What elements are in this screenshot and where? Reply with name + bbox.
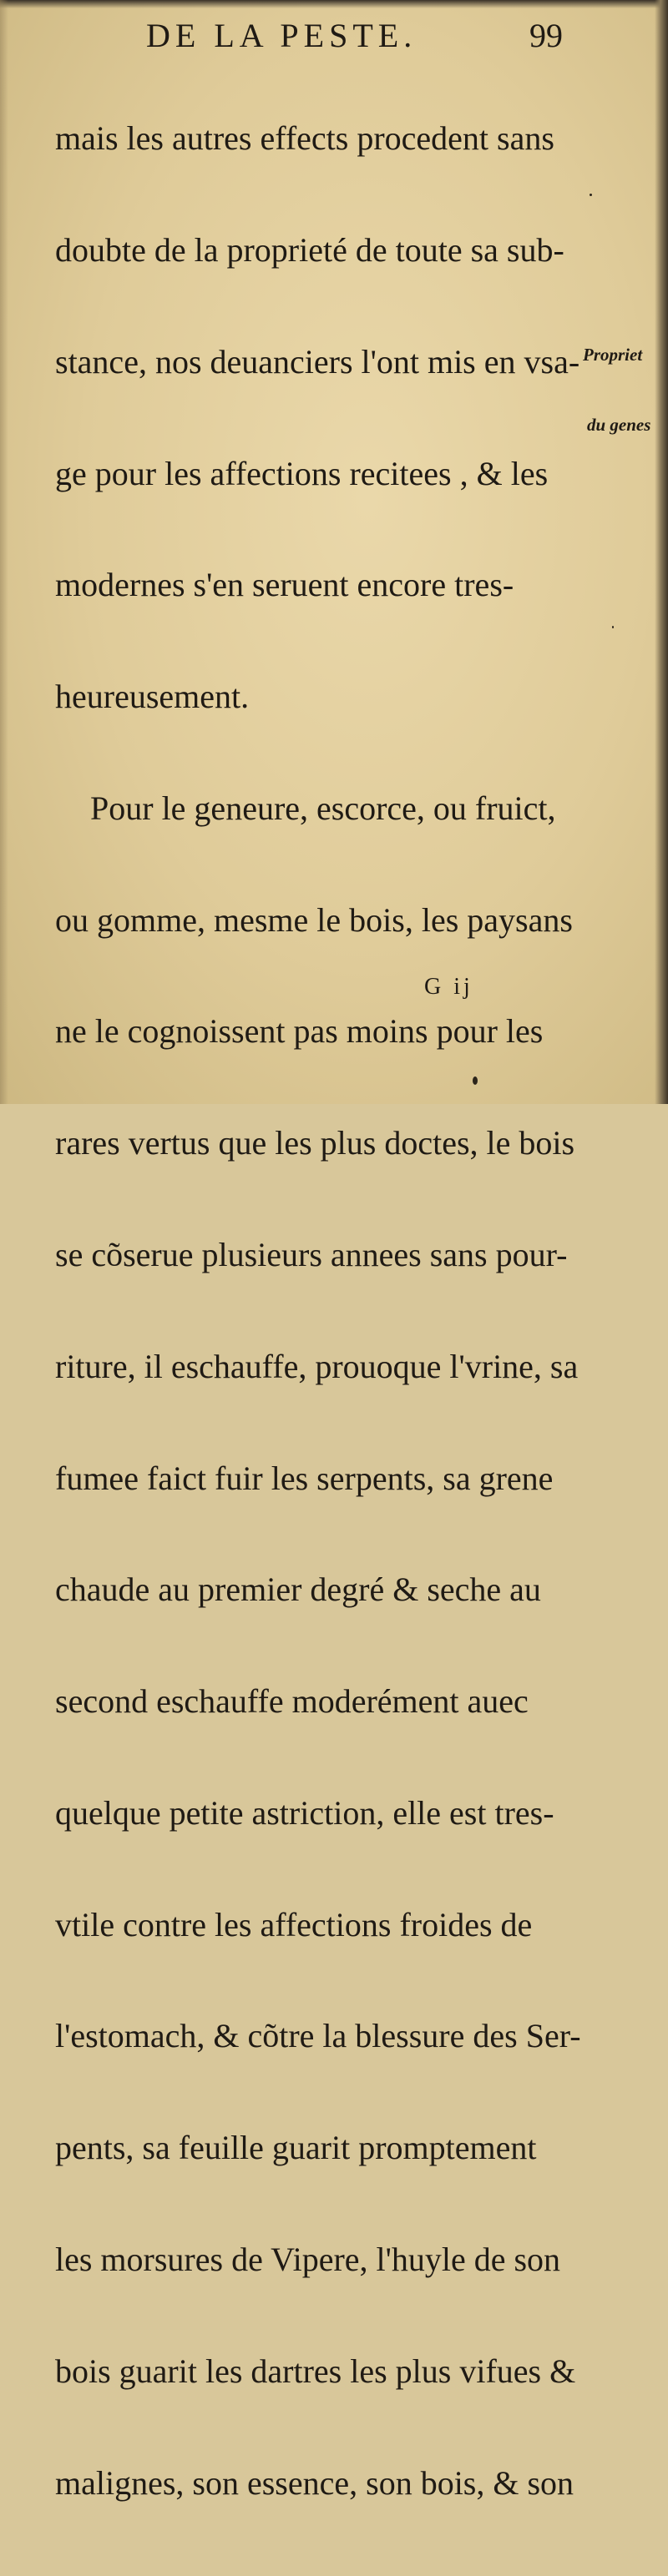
text-line: quelque petite astriction, elle est tres- [55, 1793, 554, 1832]
ink-speck [590, 194, 592, 196]
body-text [55, 46, 590, 2576]
ink-speck [473, 1076, 478, 1085]
text-line: ge pour les affections recitees , & les [55, 454, 549, 492]
text-line: stance, nos deuanciers l'ont mis en vsa- [55, 342, 580, 381]
text-line: les morsures de Vipere, l'huyle de son [55, 2241, 561, 2279]
left-page-edge [0, 0, 8, 1104]
text-line: l'estomach, & cõtre la blessure des Ser- [55, 2017, 581, 2055]
text-line: ou gomme, mesme le bois, les paysans [55, 900, 573, 939]
text-line: rares vertus que les plus doctes, le bois [55, 1124, 575, 1162]
text-line: modernes s'en seruent encore tres- [55, 566, 514, 604]
marginal-note-line: du genes [587, 415, 651, 435]
text-line: doubte de la proprieté de toute sa sub- [55, 230, 564, 269]
text-line: malignes, son essence, son bois, & son [55, 2463, 574, 2502]
page-number: 99 [529, 17, 563, 54]
text-line: pents, sa feuille guarit promptement [55, 2129, 537, 2167]
text-line: ne le cognoissent pas moins pour les [55, 1012, 544, 1051]
signature-mark: G ij [424, 974, 473, 1000]
marginal-note [583, 296, 650, 483]
paragraph-start-line: Pour le geneure, escorce, ou fruict, [90, 789, 556, 827]
text-line: riture, il eschauffe, prouoque l'vrine, sa [55, 1347, 579, 1385]
binding-gutter [655, 0, 668, 1104]
text-line: bois guarit les dartres les plus vifues & [55, 2352, 576, 2390]
text-line: vtile contre les affections froides de [55, 1905, 533, 1943]
text-line: heureusement. [55, 678, 250, 716]
ink-speck [612, 626, 614, 628]
text-line: mais les autres effects procedent sans [55, 119, 554, 158]
text-line: second eschauffe moderément auec [55, 1682, 529, 1721]
running-head: DE LA PESTE. [146, 17, 418, 54]
text-line: se cõserue plusieurs annees sans pour- [55, 1236, 568, 1273]
text-line: chaude au premier degré & seche au [55, 1570, 541, 1609]
marginal-note-line: Propriet [583, 345, 643, 365]
text-line: fumee faict fuir les serpents, sa grene [55, 1459, 554, 1497]
top-shadow [0, 0, 668, 8]
